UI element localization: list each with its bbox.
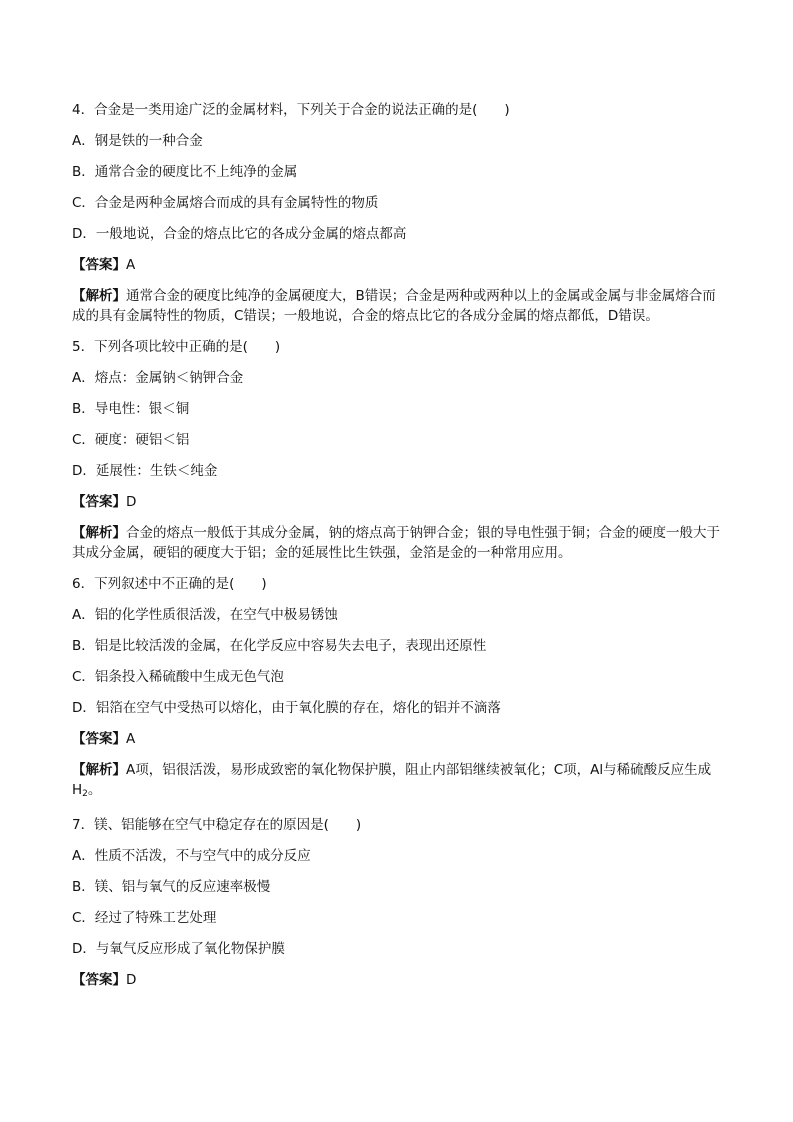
answer-tag: 【答案】 [72,731,126,747]
option-c: C．铝条投入稀硫酸中生成无色气泡 [72,669,284,685]
analysis-end: 。 [87,782,102,798]
option-a: A．铝的化学性质很活泼，在空气中极易锈蚀 [72,607,338,623]
option-c: C．硬度：硬铝＜铝 [72,432,190,448]
option-d: D．与氧气反应形成了氧化物保护膜 [72,941,285,957]
question-stem: 4．合金是一类用途广泛的金属材料，下列关于合金的说法正确的是( ) [72,102,510,118]
analysis-text: A项，铝很活泼，易形成致密的氧化物保护膜，阻止内部铝继续被氧化；C项，Al与稀硫酸反应生成H [72,762,712,798]
answer-tag: 【答案】 [72,494,126,510]
answer-line [72,492,722,512]
option-a: A．熔点：金属钠＜钠钾合金 [72,370,244,386]
answer-line [72,970,722,990]
analysis-text: 通常合金的硬度比纯净的金属硬度大，B错误；合金是两种或两种以上的金属或金属与非金属熔合而成的具有金属特性的物质，C错误；一般地说，合金的熔点比它的各成分金属的熔点都低，D错误。 [72,288,716,324]
option-b: B．通常合金的硬度比不上纯净的金属 [72,164,298,180]
option-c: C．合金是两种金属熔合而成的具有金属特性的物质 [72,195,379,211]
option-a: A．钢是铁的一种合金 [72,133,203,149]
analysis-line [72,760,722,804]
document-page [72,100,722,1001]
question-stem: 5．下列各项比较中正确的是( ) [72,339,281,355]
answer-value: A [126,257,136,273]
option-a: A．性质不活泼，不与空气中的成分反应 [72,848,311,864]
subscript-2: 2 [82,789,88,799]
analysis-tag: 【解析】 [72,288,126,304]
option-d: D．一般地说，合金的熔点比它的各成分金属的熔点都高 [72,226,407,242]
answer-value: D [126,972,137,988]
analysis-line [72,286,722,326]
analysis-text: 合金的熔点一般低于其成分金属，钠的熔点高于钠钾合金；银的导电性强于铜；合金的硬度一般大于其成分金属，硬铝的硬度大于铝；金的延展性比生铁强，金箔是金的一种常用应用。 [72,525,720,561]
answer-line [72,729,722,749]
question-5 [72,337,722,563]
option-d: D．铝箔在空气中受热可以熔化，由于氧化膜的存在，熔化的铝并不滴落 [72,700,501,716]
option-b: B．镁、铝与氧气的反应速率极慢 [72,879,271,895]
option-b: B．铝是比较活泼的金属，在化学反应中容易失去电子，表现出还原性 [72,638,487,654]
question-6 [72,574,722,804]
answer-tag: 【答案】 [72,972,126,988]
analysis-tag: 【解析】 [72,762,126,778]
option-c: C．经过了特殊工艺处理 [72,910,217,926]
answer-value: A [126,731,136,747]
analysis-tag: 【解析】 [72,525,126,541]
analysis-line [72,523,722,563]
answer-value: D [126,494,137,510]
question-4 [72,100,722,326]
question-stem: 6．下列叙述中不正确的是( ) [72,576,267,592]
question-7 [72,815,722,990]
option-d: D．延展性：生铁＜纯金 [72,463,218,479]
answer-tag: 【答案】 [72,257,126,273]
question-stem: 7．镁、铝能够在空气中稳定存在的原因是( ) [72,817,362,833]
answer-line [72,255,722,275]
option-b: B．导电性：银＜铜 [72,401,190,417]
